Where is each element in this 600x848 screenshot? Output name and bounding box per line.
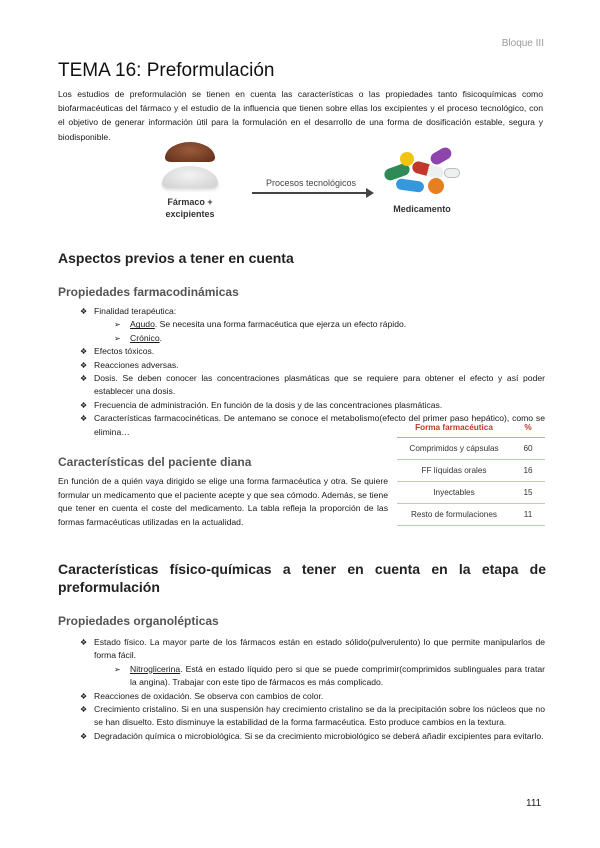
list-item: ❖ Reacciones adversas. <box>80 359 545 372</box>
list-item <box>80 305 545 345</box>
section-heading-fisicoquimicas: Características físico-químicas a tener en cuenta en la etapa de preformulación <box>58 561 546 595</box>
figure-arrow-label: Procesos tecnológicos <box>265 178 357 188</box>
table-row <box>397 460 545 482</box>
list-item: ❖ Frecuencia de administración. En función de la dosis y de las concentraciones plasmáticas. <box>80 399 545 412</box>
term-cronico: Crónico <box>130 332 160 343</box>
term-agudo: Agudo <box>130 319 155 330</box>
page-number: 111 <box>526 798 542 809</box>
subheading-paciente-diana: Características del paciente diana <box>58 455 252 469</box>
subheading-farmacodinamicas: Propiedades farmacodinámicas <box>58 285 239 299</box>
table-row <box>397 504 545 526</box>
table-cell: Comprimidos y cápsulas <box>397 438 511 460</box>
sublist <box>114 663 545 690</box>
table-row <box>397 438 545 460</box>
cronico-text: . <box>159 332 163 343</box>
figure-left-label-line1: Fármaco + <box>167 197 213 207</box>
section-header: Bloque III <box>501 38 544 49</box>
excipient-powder-image <box>162 166 218 188</box>
arrowhead-icon <box>366 188 374 198</box>
sublist-item <box>114 318 545 331</box>
table-header-cell: % <box>511 418 545 438</box>
figure-right-label: Medicamento <box>393 204 451 214</box>
figure-left-label-line2: excipientes <box>165 209 215 219</box>
pills-image <box>382 148 462 196</box>
list-item: ❖ Dosis. Se deben conocer las concentraciones plasmáticas que se requiere para obtener el efecto y así poder establecer una dosis. <box>80 372 545 399</box>
list-item: ❖ Efectos tóxicos. <box>80 345 545 358</box>
arrow-right-icon <box>252 192 368 194</box>
table-cell: 16 <box>511 460 545 482</box>
table-header-row <box>397 418 545 438</box>
page-title: TEMA 16: Preformulación <box>58 60 275 81</box>
figure-left-label <box>150 196 230 220</box>
table-cell: 60 <box>511 438 545 460</box>
table-cell: Inyectables <box>397 482 511 504</box>
nitro-text: . Está en estado líquido pero si que se puede comprimir(comprimidos sublinguales para tratar la angina). Trabajar con este tipo de fármacos es más complicado. <box>130 663 545 688</box>
agudo-text: . Se necesita una forma farmacéutica que ejerza un efecto rápido. <box>154 319 407 330</box>
formas-table <box>397 418 545 526</box>
table-cell: FF líquidas orales <box>397 460 511 482</box>
list-item: ❖ Reacciones de oxidación. Se observa con cambios de color. <box>80 690 545 703</box>
table-header-cell: Forma farmacéutica <box>397 418 511 438</box>
organolepticas-list <box>80 636 545 743</box>
list-item: ❖ Características farmacocinéticas. De antemano se conoce el metabolismo(efecto del primer paso hepático), como se elimina… <box>80 412 545 439</box>
term-nitroglicerina: Nitroglicerina <box>130 663 181 674</box>
list-item-text: Estado físico. La mayor parte de los fármacos están en estado sólido(pulverulento) lo que permite manipularlos de forma fácil. <box>94 637 545 661</box>
intro-paragraph: Los estudios de preformulación se tienen en cuenta las características o las propiedades tanto fisicoquímicas como biofarmacéuticas del fármaco y el estudio de la influencia que tienen sobre ellas los excipientes y el proceso tecnológico, con el objetivo de generar información útil para la formulación en el desarrollo de una forma de dosificación estable, segura y biodisponible. <box>58 89 543 142</box>
sublist-item <box>114 663 545 690</box>
sublist-item <box>114 332 545 345</box>
list-item: ❖ Degradación química o microbiológica. Si se da crecimiento microbiológico se deberá añadir excipientes para evitarlo. <box>80 730 545 743</box>
list-item-text: Finalidad terapéutica: <box>94 306 177 316</box>
table-cell: Resto de formulaciones <box>397 504 511 526</box>
list-item <box>80 636 545 690</box>
section-heading-aspectos: Aspectos previos a tener en cuenta <box>58 250 294 266</box>
subheading-organolepticas: Propiedades organolépticas <box>58 614 219 628</box>
drug-powder-image <box>165 142 215 162</box>
sublist <box>114 318 545 345</box>
process-figure <box>150 140 470 230</box>
list-item: ❖ Crecimiento cristalino. Si en una suspensión hay crecimiento cristalino se da la precipitación sobre los núcleos que no se han disuelto. Esto disminuye la estabilidad de la forma farmacéutica. Esto produce cambios en la textura. <box>80 703 545 730</box>
paciente-paragraph: En función de a quién vaya dirigido se elige una forma farmacéutica y otra. Se quiere formular un medicamento que el paciente acepte y que sea cómodo. Además, se tiene que tener en cuenta el coste del medicamento. La tabla refleja la proporción de las formas farmacéuticas utilizadas en la actualidad. <box>58 476 388 527</box>
table-row <box>397 482 545 504</box>
table-cell: 11 <box>511 504 545 526</box>
table-cell: 15 <box>511 482 545 504</box>
